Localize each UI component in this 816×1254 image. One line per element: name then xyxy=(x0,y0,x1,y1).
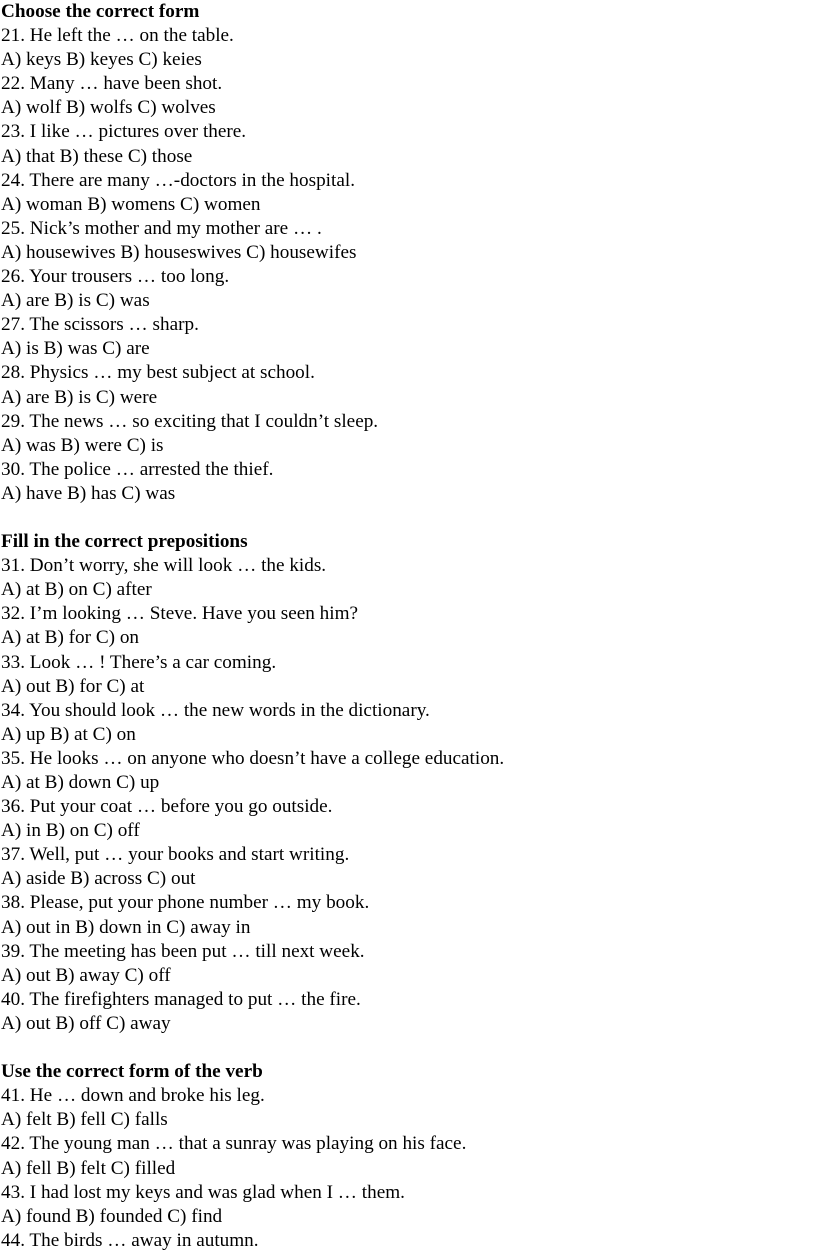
question-44: 44. The birds … away in autumn. xyxy=(1,1229,259,1251)
question-35: 35. He looks … on anyone who doesn’t have a college education. xyxy=(1,747,505,769)
options-23: A) that B) these C) those xyxy=(1,145,193,167)
options-31: A) at B) on C) after xyxy=(1,579,152,601)
worksheet-page xyxy=(1,0,813,1253)
options-37: A) aside B) across C) out xyxy=(1,868,196,890)
question-38: 38. Please, put your phone number … my book. xyxy=(1,892,370,914)
section-spacer xyxy=(1,506,813,530)
section-choose-correct-form xyxy=(1,0,813,506)
question-32: 32. I’m looking … Steve. Have you seen him? xyxy=(1,603,359,625)
options-25: A) housewives B) houseswives C) housewifes xyxy=(1,241,357,263)
question-24: 24. There are many …-doctors in the hospital. xyxy=(1,169,355,191)
options-32: A) at B) for C) on xyxy=(1,627,140,649)
question-28: 28. Physics … my best subject at school. xyxy=(1,362,315,384)
options-30: A) have B) has C) was xyxy=(1,482,176,504)
options-40: A) out B) off C) away xyxy=(1,1012,171,1034)
question-30: 30. The police … arrested the thief. xyxy=(1,458,274,480)
options-27: A) is B) was C) are xyxy=(1,338,150,360)
options-41: A) felt B) fell C) falls xyxy=(1,1109,168,1131)
options-42: A) fell B) felt C) filled xyxy=(1,1157,176,1179)
options-21: A) keys B) keyes C) keies xyxy=(1,49,202,71)
section-prepositions xyxy=(1,530,813,1036)
question-39: 39. The meeting has been put … till next week. xyxy=(1,940,365,962)
section-heading: Fill in the correct prepositions xyxy=(1,531,248,553)
section-spacer xyxy=(1,1036,813,1060)
section-heading: Use the correct form of the verb xyxy=(1,1061,263,1083)
question-37: 37. Well, put … your books and start writing. xyxy=(1,844,350,866)
question-40: 40. The firefighters managed to put … the fire. xyxy=(1,988,361,1010)
question-25: 25. Nick’s mother and my mother are … . xyxy=(1,217,322,239)
question-41: 41. He … down and broke his leg. xyxy=(1,1085,265,1107)
options-34: A) up B) at C) on xyxy=(1,723,136,745)
options-28: A) are B) is C) were xyxy=(1,386,158,408)
options-24: A) woman B) womens C) women xyxy=(1,193,261,215)
question-31: 31. Don’t worry, she will look … the kids. xyxy=(1,555,327,577)
options-22: A) wolf B) wolfs C) wolves xyxy=(1,97,216,119)
options-39: A) out B) away C) off xyxy=(1,964,171,986)
question-42: 42. The young man … that a sunray was playing on his face. xyxy=(1,1133,467,1155)
question-34: 34. You should look … the new words in the dictionary. xyxy=(1,699,430,721)
options-26: A) are B) is C) was xyxy=(1,290,150,312)
question-22: 22. Many … have been shot. xyxy=(1,73,223,95)
section-heading: Choose the correct form xyxy=(1,1,200,22)
options-36: A) in B) on C) off xyxy=(1,820,140,842)
question-29: 29. The news … so exciting that I couldn’t sleep. xyxy=(1,410,379,432)
options-43: A) found B) founded C) find xyxy=(1,1205,223,1227)
question-27: 27. The scissors … sharp. xyxy=(1,314,199,336)
options-35: A) at B) down C) up xyxy=(1,772,160,793)
options-33: A) out B) for C) at xyxy=(1,675,145,697)
question-21: 21. He left the … on the table. xyxy=(1,25,234,47)
options-29: A) was B) were C) is xyxy=(1,434,164,456)
question-23: 23. I like … pictures over there. xyxy=(1,121,247,143)
question-26: 26. Your trousers … too long. xyxy=(1,266,230,288)
options-38: A) out in B) down in C) away in xyxy=(1,916,251,938)
question-33: 33. Look … ! There’s a car coming. xyxy=(1,651,277,673)
section-verb-forms xyxy=(1,1060,813,1253)
question-36: 36. Put your coat … before you go outside. xyxy=(1,796,333,818)
question-43: 43. I had lost my keys and was glad when I … them. xyxy=(1,1181,405,1203)
